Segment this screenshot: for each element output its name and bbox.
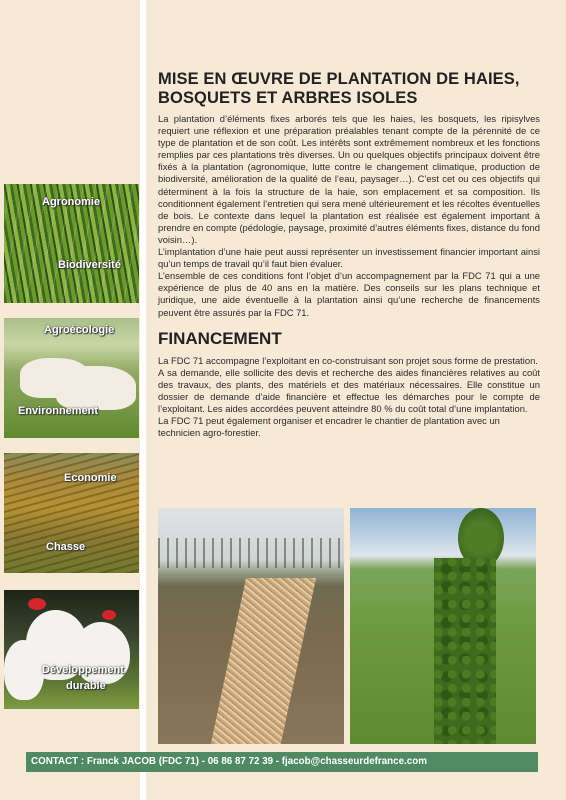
page-title-line-1: MISE EN ŒUVRE DE PLANTATION DE HAIES,: [158, 70, 520, 88]
intro-paragraph: L’ensemble de ces conditions font l’objet d’un accompagnement par la FDC 71 qui a une expérience de plus de 40 ans en la matière. Des conseils sur les plans technique et juridique, une aide éventuelle à la plantation ainsi qu’une recherche de financements peuvent être assurés par la FDC 71.: [158, 270, 540, 318]
cow-shape: [56, 366, 136, 410]
grown-hedge-photo: [350, 508, 536, 744]
tile-label-chasse: Chasse: [46, 541, 86, 553]
main-content: [158, 70, 540, 439]
tile-label-economie: Economie: [64, 472, 117, 484]
tile-label-durable: durable: [66, 680, 106, 692]
page-title-line-2: BOSQUETS ET ARBRES ISOLES: [158, 89, 418, 107]
white-cows-photo: [4, 318, 139, 438]
financement-paragraph: La FDC 71 accompagne l’exploitant en co-construisant son projet sous forme de prestation.: [158, 354, 538, 366]
contact-text: CONTACT : Franck JACOB (FDC 71) - 06 86 87 72 39 - fjacob@chasseurdefrance.com: [31, 756, 427, 767]
tile-label-agroecologie: Agroécologie: [44, 324, 115, 336]
corn-field-photo: [4, 184, 139, 303]
plowed-fields-photo: [4, 453, 139, 573]
hen-shape: [4, 640, 44, 700]
divider-band: [140, 0, 146, 800]
financement-paragraph: La FDC 71 peut également organiser et encadrer le chantier de plantation avec un technicien agro-forestier.: [158, 415, 500, 439]
tile-label-environnement: Environnement: [18, 405, 99, 417]
hedge-shape: [434, 558, 496, 744]
freshly-planted-hedge-photo: [158, 508, 344, 744]
tile-label-agronomie: Agronomie: [42, 196, 101, 208]
tile-label-biodiversite: Biodiversité: [58, 259, 121, 271]
financement-paragraph: A sa demande, elle sollicite des devis et recherche des aides financières relatives au coût des travaux, des plants, des matériels et des matériaux nécessaires. Elle constitue un dossier de demande d’aide financière et effectue les démarches pour le compte de l’exploitant. Les aides accordées peuvent atteindre 80 % du coût total d’une implantation.: [158, 366, 540, 414]
mulch-strip: [210, 578, 316, 744]
tree-line: [158, 538, 344, 568]
intro-paragraph: L’implantation d’une haie peut aussi représenter un investissement financier important ainsi qu’un temps de travail qu’il faut bien évaluer.: [158, 246, 540, 270]
comb-shape: [102, 610, 116, 620]
financement-heading: FINANCEMENT: [158, 328, 282, 348]
contact-bar: [26, 752, 538, 772]
white-chickens-photo: [4, 590, 139, 709]
page-title: [158, 70, 540, 108]
intro-paragraph: La plantation d’éléments fixes arborés tels que les haies, les bosquets, les ripisylves requiert une réflexion et une préparation préalables tenant compte de la pérennité de ce type de plantation et de son coût. Les intérêts sont extrêmement nombreux et les fonctions remplies par ces plantations très diverses. Un ou quelques objectifs principaux doivent être fixés à la plantation (agronomique, lutte contre le changement climatique, production de biodiversité, amélioration de la qualité de l’eau, paysager…). C’est cet ou ces objectifs qui déterminent à la fois la structure de la haie, son emplacement et sa composition. Ils conditionnent également l’entretien qui sera mené ultérieurement et les récoltes éventuelles de bois. Le contexte dans lequel la plantation est réalisée est également important à prendre en compte (pédologie, paysage, proximité d’autres éléments fixes, distance du fond voisin…).: [158, 113, 540, 245]
comb-shape: [28, 598, 46, 610]
tile-label-developpement: Développement: [42, 664, 124, 676]
